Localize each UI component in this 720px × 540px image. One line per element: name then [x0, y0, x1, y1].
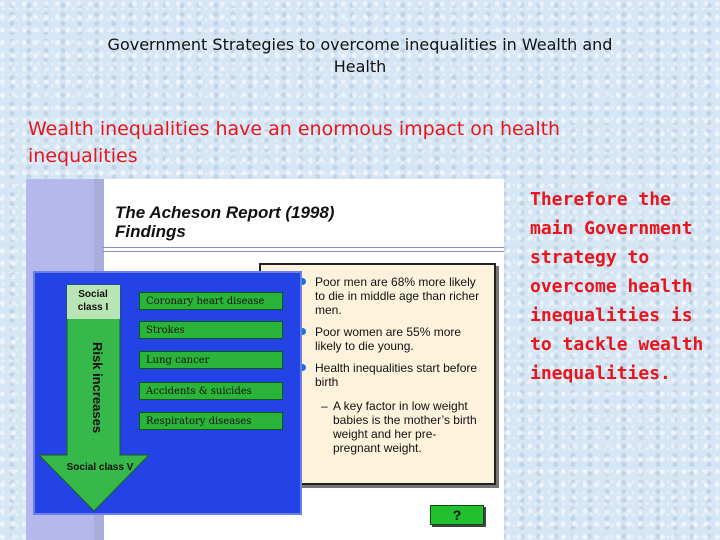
report-title	[115, 203, 415, 241]
report-title-line1: The Acheson Report (1998)	[115, 203, 335, 222]
finding-item	[315, 275, 485, 317]
social-class-top-label: Social class I	[77, 289, 109, 313]
acheson-report-slide	[26, 179, 504, 540]
social-class-bottom-label: Social class V	[66, 462, 134, 473]
finding-text: Poor women are 55% more likely to die young.	[315, 325, 462, 353]
disease-strokes: Strokes	[139, 321, 283, 339]
disease-respiratory: Respiratory diseases	[139, 412, 283, 430]
disease-accidents: Accidents & suicides	[139, 382, 283, 400]
slide-subtitle: Wealth inequalities have an enormous impact on health inequalities	[28, 118, 561, 167]
report-title-line2: Findings	[115, 222, 186, 241]
disease-coronary: Coronary heart disease	[139, 292, 283, 310]
finding-item	[315, 361, 485, 389]
sub-finding-text: A key factor in low weight babies is the mother’s birth weight and her pre-pregnant weight.	[333, 399, 477, 455]
title-divider	[102, 247, 504, 248]
help-button[interactable]: ?	[430, 505, 484, 525]
title-divider-2	[102, 251, 504, 252]
slide-title: Government Strategies to overcome inequalities in Wealth and Health	[107, 35, 613, 76]
sub-finding-item	[321, 399, 483, 455]
conclusion-text: Therefore the main Government strategy to overcome health inequalities is to tackle wealth inequalities.	[530, 189, 704, 384]
dash-icon: –	[321, 399, 328, 413]
finding-item	[315, 325, 485, 353]
finding-text: Health inequalities start before birth	[315, 361, 478, 389]
risk-panel	[33, 271, 302, 515]
disease-lung-cancer: Lung cancer	[139, 351, 283, 369]
risk-increases-label: Risk increases	[90, 342, 105, 434]
finding-text: Poor men are 68% more likely to die in middle age than richer men.	[315, 275, 480, 317]
